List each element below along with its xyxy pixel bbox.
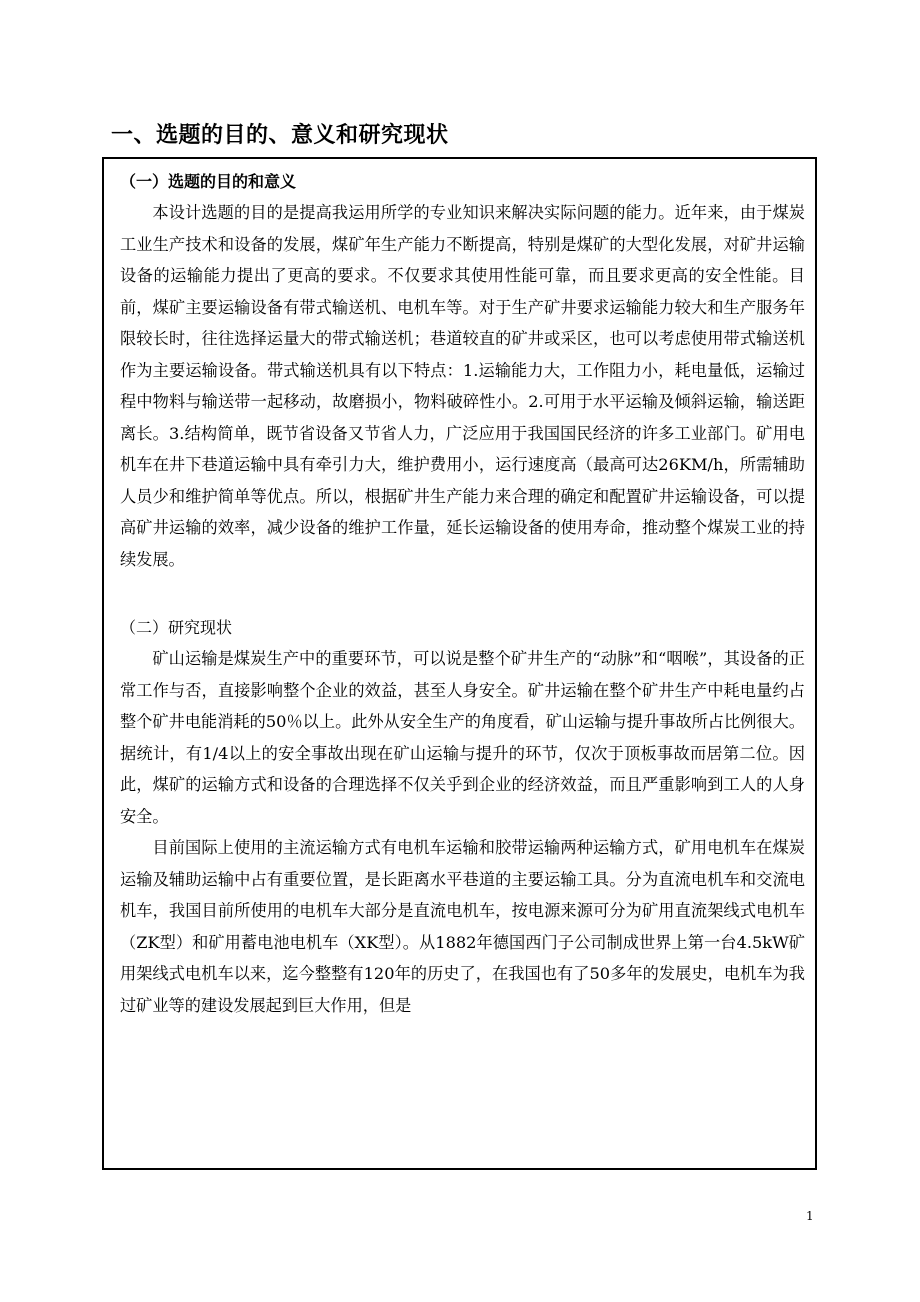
- section-heading-purpose: （一）选题的目的和意义: [120, 172, 297, 191]
- paragraph-research-status-2: 目前国际上使用的主流运输方式有电机车运输和胶带运输两种运输方式，矿用电机车在煤炭运输及辅助运输中占有重要位置，是长距离水平巷道的主要运输工具。分为直流电机车和交流电机车，我国目前所使用的电机车大部分是直流电机车，按电源来源可分为矿用直流架线式电机车（ZK型）和矿用蓄电池电机车（XK型）。从1882年德国西门子公司制成世界上第一台4.5kW矿用架线式电机车以来，迄今整整有120年的历史了，在我国也有了50多年的发展史，电机车为我过矿业等的建设发展起到巨大作用，但是: [120, 838, 805, 1015]
- paragraph-research-status-1: 矿山运输是煤炭生产中的重要环节，可以说是整个矿井生产的“动脉”和“咽喉”，其设备的正常工作与否，直接影响整个企业的效益，甚至人身安全。矿井运输在整个矿井生产中耗电量约占整个矿井电能消耗的50％以上。此外从安全生产的角度看，矿山运输与提升事故所占比例很大。据统计，有1/4以上的安全事故出现在矿山运输与提升的环节，仅次于顶板事故而居第二位。因此，煤矿的运输方式和设备的合理选择不仅关乎到企业的经济效益，而且严重影响到工人的人身安全。: [120, 649, 805, 826]
- section-heading-research-status: （二）研究现状: [120, 618, 233, 637]
- paragraph-purpose: 本设计选题的目的是提高我运用所学的专业知识来解决实际问题的能力。近年来，由于煤炭工业生产技术和设备的发展，煤矿年生产能力不断提高，特别是煤矿的大型化发展，对矿井运输设备的运输能力提出了更高的要求。不仅要求其使用性能可靠，而且要求更高的安全性能。目前，煤矿主要运输设备有带式输送机、电机车等。对于生产矿井要求运输能力较大和生产服务年限较长时，往往选择运量大的带式输送机；巷道较直的矿井或采区，也可以考虑使用带式输送机作为主要运输设备。带式输送机具有以下特点：1.运输能力大，工作阻力小，耗电量低，运输过程中物料与输送带一起移动，故磨损小，物料破碎性小。2.可用于水平运输及倾斜运输，输送距离长。3.结构简单，既节省设备又节省人力，广泛应用于我国国民经济的许多工业部门。矿用电机车在井下巷道运输中具有牵引力大，维护费用小，运行速度高（最高可达26KM/h，所需辅助人员少和维护简单等优点。所以，根据矿井生产能力来合理的确定和配置矿井运输设备，可以提高矿井运输的效率，减少设备的维护工作量，延长运输设备的使用寿命，推动整个煤炭工业的持续发展。: [120, 203, 805, 569]
- page-heading: 一、选题的目的、意义和研究现状: [111, 123, 449, 148]
- page-number: 1: [806, 1209, 814, 1223]
- content-box: [102, 157, 817, 1170]
- section-spacer: [120, 575, 805, 613]
